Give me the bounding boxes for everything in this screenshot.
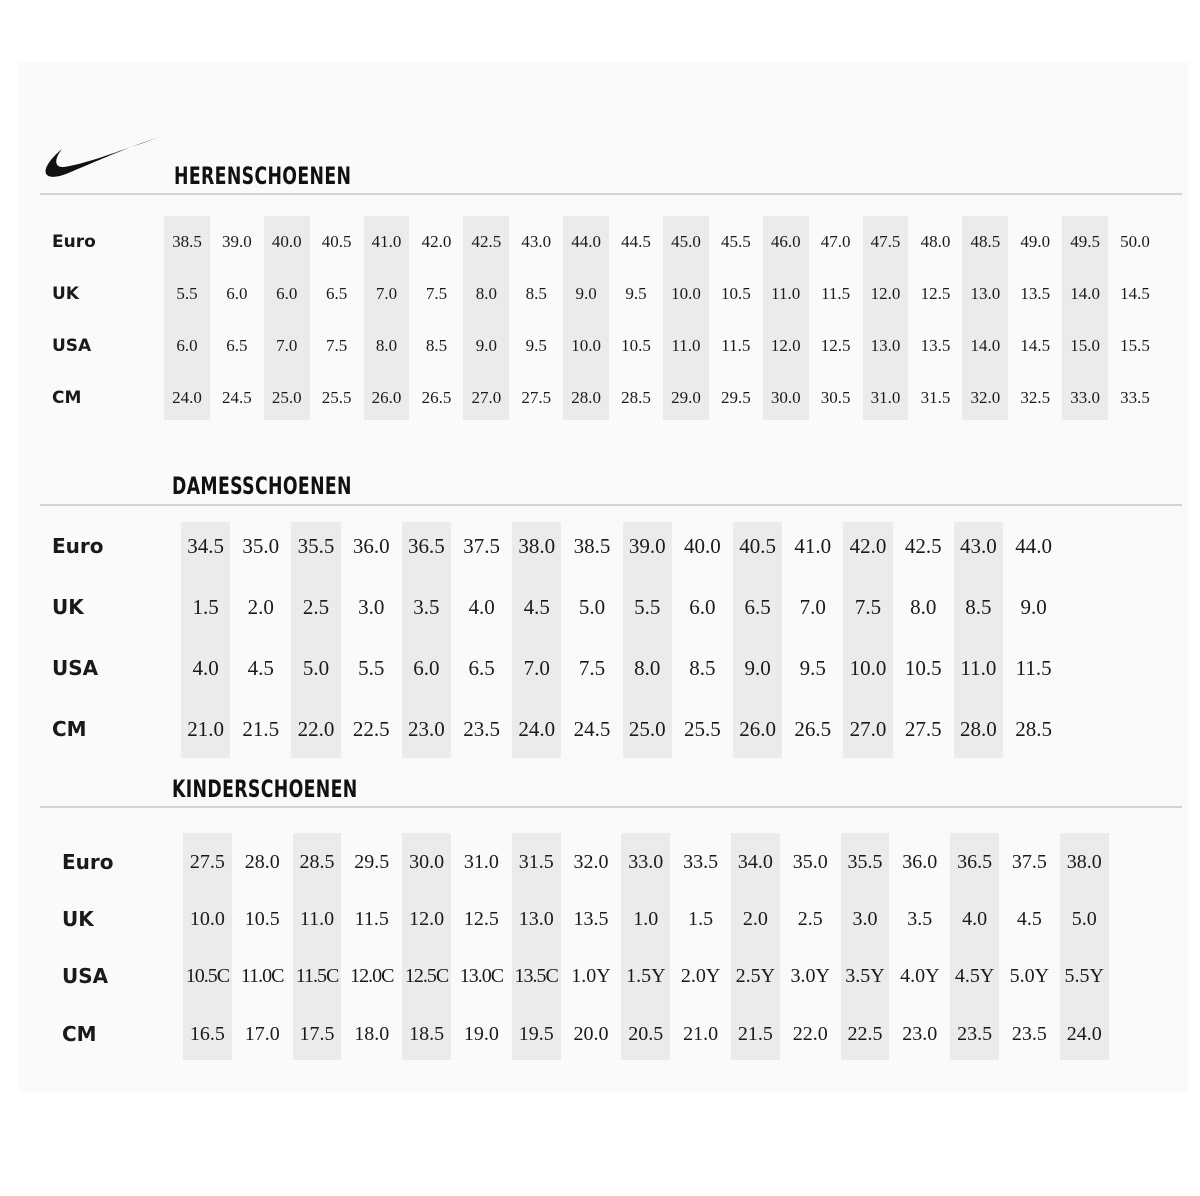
size-cell: 42.0 bbox=[849, 534, 887, 558]
size-cell: 13.0 bbox=[870, 336, 901, 355]
size-cell: 12.0 bbox=[770, 336, 801, 355]
size-cell: 9.5 bbox=[799, 656, 826, 680]
size-cell: 13.5 bbox=[573, 908, 609, 930]
size-cell: 31.0 bbox=[870, 388, 901, 407]
size-cell: 43.0 bbox=[521, 232, 552, 251]
size-cell: 10.0 bbox=[189, 908, 225, 930]
size-cell: 31.0 bbox=[463, 851, 499, 873]
size-cell: 7.5 bbox=[425, 284, 448, 303]
size-cell: 30.0 bbox=[409, 851, 445, 873]
size-cell: 5.5 bbox=[176, 284, 198, 303]
size-cell: 7.0 bbox=[375, 284, 398, 303]
size-cell: 8.5 bbox=[689, 656, 716, 680]
size-cell: 1.5 bbox=[688, 908, 714, 930]
size-cell: 5.5Y bbox=[1064, 965, 1104, 987]
size-cell: 28.0 bbox=[571, 388, 601, 407]
size-cell: 22.0 bbox=[297, 717, 335, 741]
size-cell: 3.5 bbox=[413, 595, 440, 619]
row-label: UK bbox=[52, 284, 79, 304]
size-cell: 22.5 bbox=[352, 717, 390, 741]
size-cell: 34.0 bbox=[737, 851, 773, 873]
size-cell: 28.5 bbox=[299, 851, 335, 873]
size-cell: 25.0 bbox=[271, 388, 302, 407]
size-cell: 40.0 bbox=[684, 534, 721, 558]
size-cell: 41.0 bbox=[371, 232, 402, 251]
size-cell: 23.5 bbox=[957, 1023, 993, 1045]
size-cell: 28.5 bbox=[1015, 717, 1052, 741]
size-cell: 9.0 bbox=[744, 656, 771, 680]
size-cell: 32.0 bbox=[573, 851, 609, 873]
section-title: DAMESSCHOENEN bbox=[172, 472, 352, 500]
size-cell: 20.5 bbox=[628, 1023, 664, 1045]
size-cell: 11.0 bbox=[671, 336, 701, 355]
size-cell: 47.5 bbox=[870, 232, 901, 251]
size-cell: 44.5 bbox=[621, 232, 651, 251]
size-cell: 21.5 bbox=[242, 717, 280, 741]
size-cell: 24.0 bbox=[172, 388, 202, 407]
size-cell: 10.5 bbox=[720, 284, 751, 303]
row-label: UK bbox=[62, 907, 94, 931]
size-cell: 5.0 bbox=[578, 595, 606, 619]
size-cell: 35.5 bbox=[297, 534, 335, 558]
size-cell: 6.0 bbox=[413, 656, 440, 680]
size-cell: 11.5 bbox=[354, 908, 389, 930]
size-cell: 21.0 bbox=[187, 717, 224, 741]
size-cell: 50.0 bbox=[1120, 232, 1150, 251]
size-cell: 27.0 bbox=[471, 388, 502, 407]
size-cell: 11.0C bbox=[240, 965, 284, 987]
size-cell: 41.0 bbox=[794, 534, 832, 558]
size-cell: 11.0 bbox=[771, 284, 801, 303]
size-cell: 9.0 bbox=[575, 284, 597, 303]
size-cell: 30.5 bbox=[820, 388, 851, 407]
size-cell: 10.5 bbox=[244, 908, 280, 930]
size-cell: 14.0 bbox=[970, 336, 1001, 355]
size-cell: 14.0 bbox=[1070, 284, 1100, 303]
size-cell: 5.5 bbox=[358, 656, 385, 680]
size-cell: 36.0 bbox=[902, 851, 938, 873]
size-cell: 9.5 bbox=[525, 336, 547, 355]
size-cell: 13.0 bbox=[518, 908, 554, 930]
size-cell: 23.5 bbox=[463, 717, 500, 741]
size-cell: 23.0 bbox=[902, 1023, 938, 1045]
size-cell: 8.0 bbox=[375, 336, 398, 355]
size-cell: 13.0 bbox=[970, 284, 1001, 303]
size-cell: 7.0 bbox=[276, 336, 298, 355]
size-cell: 11.5 bbox=[1015, 656, 1052, 680]
size-cell: 19.5 bbox=[518, 1023, 554, 1045]
size-cell: 31.5 bbox=[920, 388, 951, 407]
size-cell: 6.0 bbox=[226, 284, 248, 303]
size-cell: 28.0 bbox=[960, 717, 997, 741]
size-cell: 29.5 bbox=[720, 388, 751, 407]
size-cell: 45.5 bbox=[720, 232, 751, 251]
size-cell: 19.0 bbox=[463, 1023, 499, 1045]
size-cell: 40.5 bbox=[321, 232, 352, 251]
size-cell: 6.0 bbox=[176, 336, 198, 355]
size-cell: 11.0 bbox=[960, 656, 997, 680]
size-cell: 29.5 bbox=[354, 851, 390, 873]
size-cell: 13.5C bbox=[514, 965, 558, 987]
size-cell: 30.0 bbox=[770, 388, 801, 407]
size-cell: 3.5 bbox=[907, 908, 933, 930]
size-cell: 29.0 bbox=[671, 388, 701, 407]
size-cell: 8.5 bbox=[965, 595, 992, 619]
size-cell: 36.0 bbox=[352, 534, 390, 558]
size-cell: 1.0 bbox=[633, 908, 659, 930]
size-cell: 12.0 bbox=[870, 284, 901, 303]
size-cell: 11.5 bbox=[721, 336, 751, 355]
size-cell: 40.0 bbox=[271, 232, 302, 251]
size-cell: 4.5 bbox=[247, 656, 274, 680]
size-cell: 4.5 bbox=[1016, 908, 1042, 930]
size-cell: 33.0 bbox=[1070, 388, 1100, 407]
size-cell: 4.5Y bbox=[954, 965, 995, 987]
size-cell: 22.0 bbox=[792, 1023, 828, 1045]
size-cell: 4.0 bbox=[192, 656, 219, 680]
size-cell: 42.5 bbox=[471, 232, 502, 251]
size-cell: 10.5 bbox=[621, 336, 651, 355]
size-cell: 26.5 bbox=[421, 388, 452, 407]
size-cell: 49.5 bbox=[1070, 232, 1100, 251]
size-cell: 4.0 bbox=[468, 595, 495, 619]
size-cell: 6.5 bbox=[226, 336, 248, 355]
size-cell: 3.5Y bbox=[845, 965, 885, 987]
section-title: HERENSCHOENEN bbox=[174, 162, 352, 190]
size-cell: 17.5 bbox=[299, 1023, 335, 1045]
size-cell: 2.5 bbox=[302, 595, 330, 619]
row-label: CM bbox=[62, 1022, 97, 1046]
size-cell: 10.0 bbox=[671, 284, 701, 303]
size-cell: 7.5 bbox=[578, 656, 606, 680]
size-cell: 25.5 bbox=[321, 388, 352, 407]
size-cell: 33.0 bbox=[628, 851, 664, 873]
size-cell: 12.5 bbox=[920, 284, 951, 303]
size-cell: 28.0 bbox=[244, 851, 280, 873]
size-cell: 1.5Y bbox=[626, 965, 666, 987]
size-cell: 2.5 bbox=[797, 908, 823, 930]
row-label: Euro bbox=[62, 850, 114, 874]
size-cell: 11.0 bbox=[299, 908, 335, 930]
size-cell: 36.5 bbox=[408, 534, 445, 558]
row-label: UK bbox=[52, 595, 84, 619]
size-cell: 46.0 bbox=[770, 232, 801, 251]
size-cell: 10.0 bbox=[849, 656, 887, 680]
size-cell: 24.5 bbox=[573, 717, 611, 741]
size-cell: 47.0 bbox=[820, 232, 851, 251]
size-cell: 32.5 bbox=[1020, 388, 1051, 407]
size-cell: 12.0C bbox=[350, 965, 394, 987]
size-cell: 9.0 bbox=[475, 336, 497, 355]
size-cell: 4.0Y bbox=[900, 965, 940, 987]
size-cell: 15.0 bbox=[1070, 336, 1100, 355]
size-cell: 42.0 bbox=[421, 232, 452, 251]
section-divider bbox=[40, 193, 1182, 195]
size-cell: 27.5 bbox=[904, 717, 942, 741]
size-cell: 37.5 bbox=[1011, 851, 1047, 873]
size-cell: 33.5 bbox=[683, 851, 719, 873]
size-cell: 2.5Y bbox=[735, 965, 776, 987]
size-cell: 23.0 bbox=[408, 717, 445, 741]
size-cell: 12.5 bbox=[463, 908, 499, 930]
size-cell: 2.0Y bbox=[680, 965, 721, 987]
size-cell: 39.0 bbox=[628, 534, 666, 558]
size-cell: 8.0 bbox=[910, 595, 937, 619]
size-cell: 33.5 bbox=[1120, 388, 1150, 407]
size-cell: 48.5 bbox=[970, 232, 1001, 251]
size-cell: 7.5 bbox=[854, 595, 882, 619]
row-label: USA bbox=[52, 336, 92, 356]
row-label: Euro bbox=[52, 534, 104, 558]
size-cell: 18.0 bbox=[354, 1023, 390, 1045]
section-title: KINDERSCHOENEN bbox=[172, 775, 358, 803]
size-cell: 26.0 bbox=[739, 717, 776, 741]
size-cell: 31.5 bbox=[518, 851, 554, 873]
row-label: CM bbox=[52, 388, 82, 408]
size-cell: 10.0 bbox=[571, 336, 601, 355]
size-cell: 39.0 bbox=[221, 232, 252, 251]
size-cell: 42.5 bbox=[904, 534, 942, 558]
nike-swoosh-icon bbox=[42, 134, 162, 186]
size-cell: 14.5 bbox=[1020, 336, 1051, 355]
size-cell: 7.5 bbox=[326, 336, 348, 355]
size-cell: 17.0 bbox=[244, 1023, 280, 1045]
size-cell: 27.5 bbox=[189, 851, 225, 873]
size-cell: 45.0 bbox=[671, 232, 701, 251]
size-cell: 11.5 bbox=[821, 284, 851, 303]
size-cell: 8.5 bbox=[525, 284, 547, 303]
size-cell: 8.0 bbox=[475, 284, 497, 303]
size-cell: 27.5 bbox=[521, 388, 552, 407]
size-cell: 21.5 bbox=[737, 1023, 773, 1045]
size-cell: 8.5 bbox=[425, 336, 448, 355]
size-cell: 26.5 bbox=[794, 717, 832, 741]
row-label: Euro bbox=[52, 232, 96, 252]
size-cell: 24.5 bbox=[221, 388, 252, 407]
size-cell: 35.0 bbox=[792, 851, 828, 873]
size-cell: 2.0 bbox=[247, 595, 274, 619]
row-label: USA bbox=[52, 656, 99, 680]
size-cell: 37.5 bbox=[463, 534, 500, 558]
row-label: CM bbox=[52, 717, 87, 741]
size-cell: 5.5 bbox=[634, 595, 661, 619]
size-cell: 15.5 bbox=[1120, 336, 1150, 355]
size-cell: 18.5 bbox=[409, 1023, 445, 1045]
size-cell: 9.5 bbox=[625, 284, 647, 303]
size-cell: 6.5 bbox=[326, 284, 348, 303]
size-cell: 11.5C bbox=[295, 965, 339, 987]
size-cell: 6.0 bbox=[276, 284, 298, 303]
size-cell: 12.5 bbox=[820, 336, 851, 355]
size-cell: 6.0 bbox=[689, 595, 716, 619]
size-cell: 13.5 bbox=[920, 336, 951, 355]
row-label: USA bbox=[62, 964, 109, 988]
size-cell: 6.5 bbox=[744, 595, 771, 619]
size-cell: 12.5C bbox=[404, 965, 449, 987]
size-cell: 8.0 bbox=[634, 656, 661, 680]
size-cell: 13.5 bbox=[1020, 284, 1051, 303]
size-cell: 6.5 bbox=[468, 656, 495, 680]
size-cell: 24.0 bbox=[518, 717, 556, 741]
size-cell: 4.5 bbox=[523, 595, 550, 619]
section-divider bbox=[40, 504, 1182, 506]
size-cell: 35.5 bbox=[847, 851, 883, 873]
size-cell: 44.0 bbox=[1015, 534, 1052, 558]
size-cell: 5.0 bbox=[302, 656, 330, 680]
size-cell: 44.0 bbox=[571, 232, 601, 251]
section-divider bbox=[40, 806, 1182, 808]
size-cell: 38.0 bbox=[518, 534, 556, 558]
size-cell: 7.0 bbox=[523, 656, 550, 680]
size-cell: 10.5C bbox=[185, 965, 230, 987]
size-cell: 20.0 bbox=[573, 1023, 609, 1045]
size-cell: 3.0 bbox=[852, 908, 878, 930]
size-cell: 28.5 bbox=[621, 388, 651, 407]
size-cell: 1.5 bbox=[192, 595, 219, 619]
size-cell: 14.5 bbox=[1120, 284, 1150, 303]
size-cell: 38.0 bbox=[1066, 851, 1102, 873]
size-cell: 25.0 bbox=[628, 717, 666, 741]
size-cell: 10.5 bbox=[904, 656, 942, 680]
size-cell: 48.0 bbox=[920, 232, 951, 251]
size-cell: 16.5 bbox=[189, 1023, 225, 1045]
size-cell: 25.5 bbox=[684, 717, 721, 741]
size-cell: 49.0 bbox=[1020, 232, 1051, 251]
size-cell: 35.0 bbox=[242, 534, 280, 558]
size-cell: 21.0 bbox=[683, 1023, 719, 1045]
size-cell: 32.0 bbox=[970, 388, 1001, 407]
size-cell: 5.0 bbox=[1071, 908, 1097, 930]
size-cell: 34.5 bbox=[187, 534, 224, 558]
size-cell: 40.5 bbox=[739, 534, 776, 558]
size-cell: 5.0Y bbox=[1009, 965, 1050, 987]
size-cell: 13.0C bbox=[459, 965, 504, 987]
size-cell: 38.5 bbox=[573, 534, 611, 558]
size-cell: 12.0 bbox=[409, 908, 445, 930]
size-cell: 43.0 bbox=[960, 534, 997, 558]
size-cell: 36.5 bbox=[957, 851, 993, 873]
size-cell: 22.5 bbox=[847, 1023, 883, 1045]
size-cell: 23.5 bbox=[1011, 1023, 1047, 1045]
size-cell: 26.0 bbox=[371, 388, 402, 407]
size-cell: 38.5 bbox=[172, 232, 202, 251]
size-cell: 2.0 bbox=[742, 908, 768, 930]
size-cell: 3.0Y bbox=[790, 965, 830, 987]
size-cell: 7.0 bbox=[799, 595, 826, 619]
size-cell: 3.0 bbox=[358, 595, 385, 619]
size-cell: 9.0 bbox=[1020, 595, 1047, 619]
size-cell: 4.0 bbox=[962, 908, 988, 930]
size-cell: 27.0 bbox=[849, 717, 887, 741]
size-cell: 1.0Y bbox=[571, 965, 611, 987]
size-cell: 24.0 bbox=[1066, 1023, 1102, 1045]
